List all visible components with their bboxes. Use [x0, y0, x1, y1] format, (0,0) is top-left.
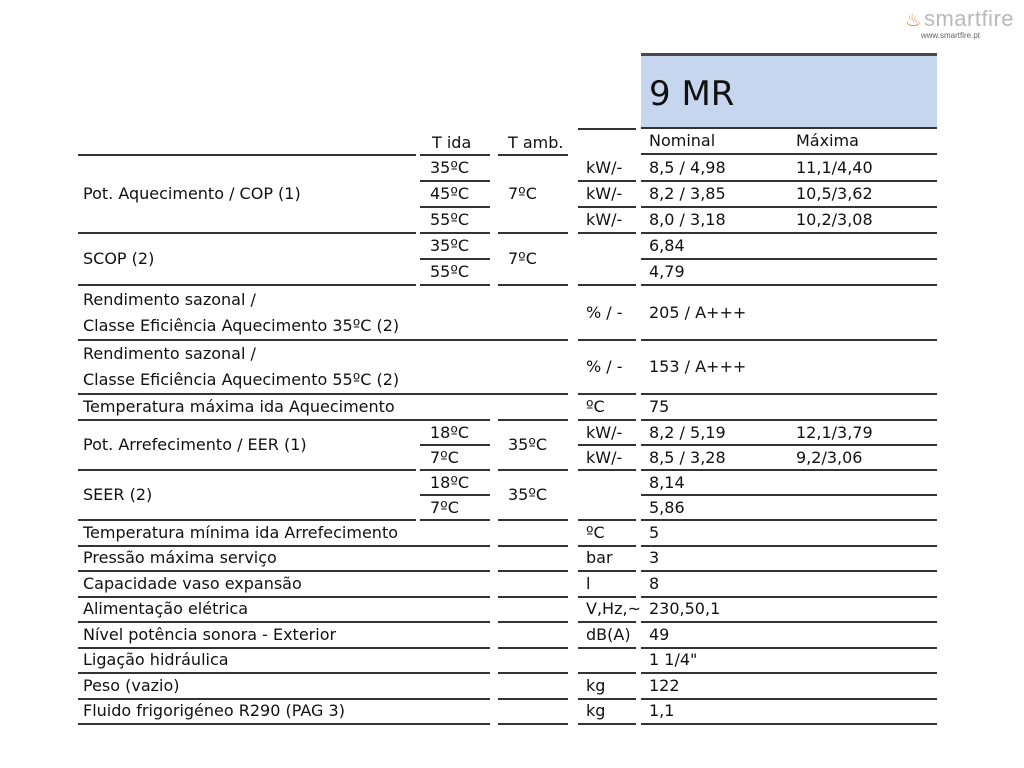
- t-amb-value: 7ºC: [508, 184, 537, 203]
- nominal-value: 122: [649, 675, 680, 695]
- row-divider: [498, 519, 568, 521]
- row-divider: [78, 672, 490, 674]
- unit-value: dB(A): [586, 624, 631, 644]
- row-label: Pressão máxima serviço: [83, 548, 277, 568]
- t-ida-value: 18ºC: [430, 472, 470, 492]
- value-divider: [641, 339, 937, 341]
- unit-divider: [578, 444, 636, 446]
- header-underline-t-ida: [420, 154, 490, 156]
- row-divider: [498, 698, 568, 700]
- unit-divider: [578, 519, 636, 521]
- nominal-value: 8,0 / 3,18: [649, 210, 726, 229]
- row-divider: [498, 596, 568, 598]
- unit-divider: [578, 419, 636, 421]
- nominal-value: 49: [649, 624, 670, 644]
- unit-divider: [578, 570, 636, 572]
- nominal-value: 75: [649, 397, 670, 416]
- t-amb-value: 35ºC: [508, 485, 548, 504]
- value-divider: [641, 698, 937, 700]
- nominal-value: 153 / A+++: [649, 357, 747, 376]
- value-divider: [641, 206, 937, 208]
- sub-row-divider: [420, 284, 490, 286]
- value-divider: [641, 672, 937, 674]
- row-label: Nível potência sonora - Exterior: [83, 624, 337, 644]
- unit-value: kW/-: [586, 158, 623, 177]
- row-label-line1: Rendimento sazonal /: [83, 344, 256, 363]
- sub-row-divider: [420, 232, 490, 234]
- unit-value: kW/-: [586, 184, 623, 203]
- sub-row-divider: [420, 469, 490, 471]
- sub-row-divider: [420, 444, 490, 446]
- unit-divider: [578, 672, 636, 674]
- t-ida-value: 45ºC: [430, 184, 470, 203]
- row-label: Temperatura máxima ida Aquecimento: [83, 397, 395, 416]
- unit-divider: [578, 545, 636, 547]
- sub-row-divider: [420, 206, 490, 208]
- nominal-value: 1 1/4": [649, 650, 698, 670]
- row-divider: [78, 647, 490, 649]
- header-t-ida: T ida: [432, 133, 472, 152]
- unit-divider: [578, 206, 636, 208]
- unit-divider: [578, 180, 636, 182]
- t-ida-value: 55ºC: [430, 262, 470, 281]
- value-divider: [641, 647, 937, 649]
- row-divider: [498, 469, 568, 471]
- value-divider: [641, 419, 937, 421]
- row-divider: [498, 723, 568, 725]
- nominal-value: 4,79: [649, 262, 685, 281]
- value-divider: [641, 284, 937, 286]
- t-ida-value: 55ºC: [430, 210, 470, 229]
- unit-value: % / -: [586, 357, 623, 376]
- row-divider: [78, 339, 568, 341]
- flame-icon: ♨: [905, 10, 922, 30]
- value-divider: [641, 519, 937, 521]
- unit-value: kg: [586, 701, 606, 721]
- unit-value: ºC: [586, 522, 605, 542]
- header-overline-values: [641, 127, 937, 129]
- row-label: Peso (vazio): [83, 675, 180, 695]
- nominal-value: 5: [649, 522, 660, 542]
- header-t-amb: T amb.: [508, 133, 564, 152]
- nominal-value: 205 / A+++: [649, 303, 747, 322]
- header-underline-t-amb: [498, 154, 568, 156]
- value-divider: [641, 570, 937, 572]
- row-divider: [498, 647, 568, 649]
- value-divider: [641, 393, 937, 395]
- row-label-line2: Classe Eficiência Aquecimento 35ºC (2): [83, 316, 400, 335]
- value-divider: [641, 545, 937, 547]
- maxima-value: 9,2/3,06: [796, 447, 863, 467]
- unit-divider: [578, 596, 636, 598]
- unit-value: bar: [586, 548, 613, 568]
- nominal-value: 1,1: [649, 701, 675, 721]
- row-divider: [498, 545, 568, 547]
- unit-value: kg: [586, 675, 606, 695]
- row-divider: [498, 232, 568, 234]
- row-label: Pot. Aquecimento / COP (1): [83, 184, 301, 203]
- unit-value: ºC: [586, 397, 605, 416]
- unit-divider: [578, 698, 636, 700]
- value-divider: [641, 494, 937, 496]
- value-divider: [641, 621, 937, 623]
- row-label: Alimentação elétrica: [83, 599, 248, 619]
- nominal-value: 8,2 / 3,85: [649, 184, 726, 203]
- t-amb-value: 35ºC: [508, 435, 548, 454]
- unit-divider: [578, 232, 636, 234]
- row-divider: [78, 621, 490, 623]
- value-divider: [641, 232, 937, 234]
- nominal-value: 6,84: [649, 236, 685, 255]
- value-divider: [641, 444, 937, 446]
- nominal-value: 8: [649, 573, 660, 593]
- sub-row-divider: [420, 258, 490, 260]
- value-divider: [641, 723, 937, 725]
- unit-value: l: [586, 573, 591, 593]
- t-ida-value: 7ºC: [430, 447, 459, 467]
- row-divider: [78, 469, 416, 471]
- row-divider: [78, 284, 416, 286]
- header-overline-unit: [578, 128, 636, 130]
- logo-brand-text: smartfire: [923, 6, 1014, 31]
- row-label-line1: Rendimento sazonal /: [83, 290, 256, 309]
- row-divider: [78, 596, 490, 598]
- unit-divider: [578, 284, 636, 286]
- maxima-value: 11,1/4,40: [796, 158, 873, 177]
- nominal-value: 5,86: [649, 497, 685, 517]
- value-divider: [641, 596, 937, 598]
- unit-divider: [578, 647, 636, 649]
- unit-divider: [578, 339, 636, 341]
- row-divider: [78, 698, 490, 700]
- unit-value: V,Hz,~: [586, 599, 641, 619]
- row-divider: [78, 723, 490, 725]
- unit-divider: [578, 723, 636, 725]
- row-label: SCOP (2): [83, 249, 155, 268]
- header-nominal: Nominal: [649, 131, 716, 150]
- row-label: Capacidade vaso expansão: [83, 573, 302, 593]
- header-maxima: Máxima: [796, 131, 859, 150]
- header-underline-values: [641, 153, 937, 155]
- value-divider: [641, 258, 937, 260]
- maxima-value: 10,2/3,08: [796, 210, 873, 229]
- unit-value: kW/-: [586, 422, 623, 442]
- row-label: Pot. Arrefecimento / EER (1): [83, 435, 307, 454]
- row-label: Ligação hidráulica: [83, 650, 229, 670]
- nominal-value: 3: [649, 548, 660, 568]
- logo-url: www.smartfire.pt: [920, 31, 980, 40]
- row-divider: [78, 519, 416, 521]
- unit-divider: [578, 621, 636, 623]
- maxima-value: 12,1/3,79: [796, 422, 873, 442]
- t-ida-value: 18ºC: [430, 422, 470, 442]
- row-divider: [498, 284, 568, 286]
- row-label: Temperatura mínima ida Arrefecimento: [83, 522, 398, 542]
- row-label-line2: Classe Eficiência Aquecimento 55ºC (2): [83, 370, 400, 389]
- nominal-value: 230,50,1: [649, 599, 721, 619]
- sub-row-divider: [420, 519, 490, 521]
- row-divider: [78, 393, 568, 395]
- row-divider: [78, 232, 416, 234]
- t-ida-value: 7ºC: [430, 497, 459, 517]
- value-divider: [641, 469, 937, 471]
- row-divider: [78, 570, 490, 572]
- unit-value: % / -: [586, 303, 623, 322]
- row-label: Fluido frigorigéneo R290 (PAG 3): [83, 701, 345, 721]
- row-label: SEER (2): [83, 485, 153, 504]
- unit-value: kW/-: [586, 210, 623, 229]
- maxima-value: 10,5/3,62: [796, 184, 873, 203]
- nominal-value: 8,14: [649, 472, 685, 492]
- table-top-line: [78, 154, 416, 156]
- row-divider: [498, 570, 568, 572]
- sub-row-divider: [420, 494, 490, 496]
- row-divider: [498, 621, 568, 623]
- row-divider: [78, 419, 490, 421]
- row-divider: [498, 672, 568, 674]
- sub-row-divider: [420, 180, 490, 182]
- row-divider: [498, 419, 568, 421]
- value-divider: [641, 180, 937, 182]
- unit-divider: [578, 393, 636, 395]
- model-title: 9 MR: [649, 74, 735, 114]
- nominal-value: 8,5 / 3,28: [649, 447, 726, 467]
- unit-value: kW/-: [586, 447, 623, 467]
- logo-brand: [905, 6, 1014, 32]
- smartfire-logo: [874, 6, 1014, 42]
- nominal-value: 8,2 / 5,19: [649, 422, 726, 442]
- t-ida-value: 35ºC: [430, 158, 470, 177]
- model-header: [641, 53, 937, 127]
- nominal-value: 8,5 / 4,98: [649, 158, 726, 177]
- t-amb-value: 7ºC: [508, 249, 537, 268]
- t-ida-value: 35ºC: [430, 236, 470, 255]
- unit-divider: [578, 469, 636, 471]
- row-divider: [78, 545, 490, 547]
